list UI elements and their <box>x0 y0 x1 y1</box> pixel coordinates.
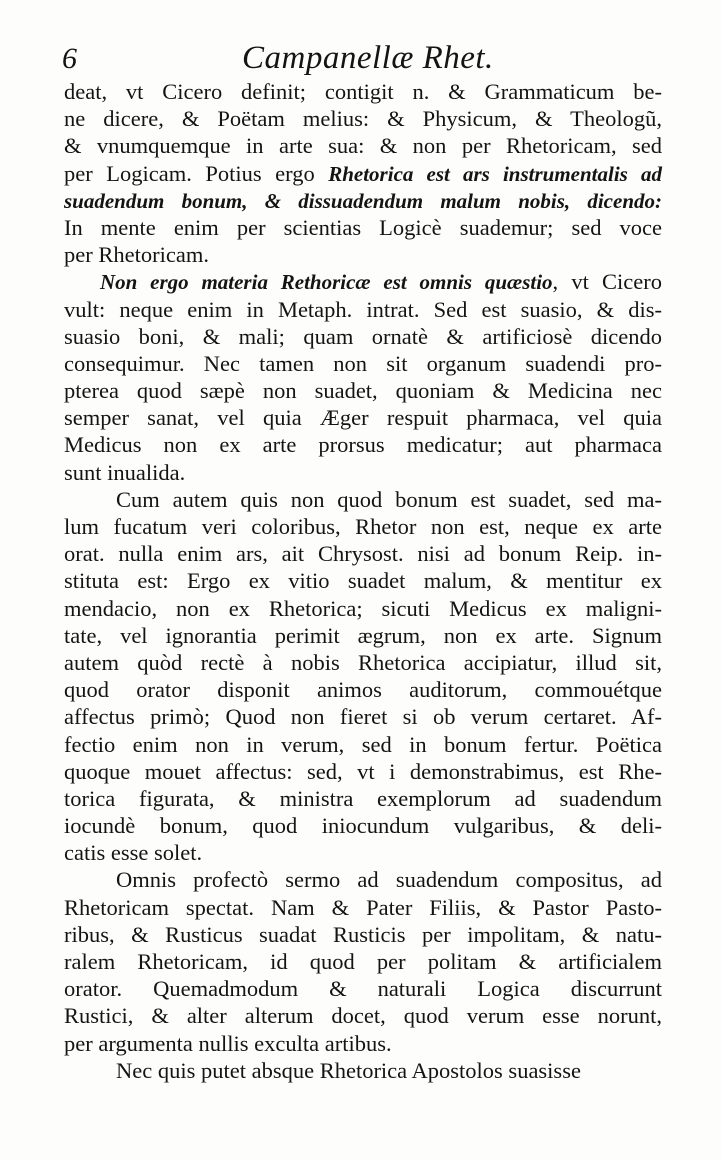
text-run: sunt inualida. <box>64 459 186 485</box>
text-line <box>64 296 662 323</box>
text-line <box>64 894 662 921</box>
text-line <box>64 187 662 214</box>
text-run: fectio enim non in verum, sed in bonum fertur. Poëtica <box>64 731 662 757</box>
text-run: Rhetoricam spectat. Nam & Pater Filiis, & Pastor Pasto- <box>64 894 662 920</box>
text-line <box>64 459 662 486</box>
italic-text: suadendum bonum, & dissuadendum malum nobis, dicendo: <box>64 188 662 213</box>
text-line <box>64 214 662 241</box>
text-line <box>64 921 662 948</box>
text-run: per Rhetoricam. <box>64 242 209 268</box>
italic-text: Rhetorica est ars instrumentalis ad <box>328 161 662 186</box>
text-line <box>64 866 662 893</box>
text-line <box>64 268 662 295</box>
text-run: quoque mouet affectus: sed, vt i demonstrabimus, est Rhe- <box>64 758 662 784</box>
text-line <box>64 404 662 431</box>
text-line <box>64 948 662 975</box>
text-run: stituta est: Ergo ex vitio suadet malum, & mentitur ex <box>64 568 662 594</box>
text-run: Cum autem quis non quod bonum est suadet, sed ma- <box>116 486 662 512</box>
text-line <box>64 350 662 377</box>
text-run: suasio boni, & mali; quam ornatè & artificiosè dicendo <box>64 323 662 349</box>
text-line <box>64 323 662 350</box>
text-run: torica figurata, & ministra exemplorum ad suadendum <box>64 785 662 811</box>
text-run: Rustici, & alter alterum docet, quod verum esse norunt, <box>64 1003 662 1029</box>
text-line <box>64 676 662 703</box>
page-number: 6 <box>62 42 77 75</box>
text-line <box>64 513 662 540</box>
text-run: ralem Rhetoricam, id quod per politam & artificialem <box>64 949 662 974</box>
text-line <box>64 812 662 839</box>
running-title: Campanellæ Rhet. <box>242 40 494 76</box>
text-run: vult: neque enim in Metaph. intrat. Sed est suasio, & dis- <box>64 296 662 322</box>
text-line <box>64 731 662 758</box>
text-run: Omnis profectò sermo ad suadendum compositus, ad <box>116 867 662 893</box>
text-line <box>64 160 662 187</box>
text-line <box>64 567 662 594</box>
text-run: quod orator disponit animos auditorum, commouétque <box>64 677 662 703</box>
text-run: tate, vel ignorantia perimit ægrum, non ex arte. Signum <box>64 622 662 648</box>
text-line <box>64 595 662 622</box>
text-line <box>64 839 662 866</box>
text-run: mendacio, non ex Rhetorica; sicuti Medicus ex maligni- <box>64 595 662 621</box>
text-line <box>64 431 662 458</box>
text-run: deat, vt Cicero definit; contigit n. & Grammaticum be- <box>64 79 662 104</box>
text-line <box>64 540 662 567</box>
italic-text: Non ergo materia Rethoricæ est omnis quæstio <box>100 270 553 295</box>
text-run: ne dicere, & Poëtam melius: & Physicum, & Theologũ, <box>64 106 662 132</box>
text-run: , vt Cicero <box>552 269 662 295</box>
text-run: ribus, & Rusticus suadat Rusticis per impolitam, & natu- <box>64 921 662 947</box>
text-run: consequimur. Nec tamen non sit organum suadendi pro- <box>64 350 662 376</box>
text-line <box>64 132 662 159</box>
text-run: per argumenta nullis exculta artibus. <box>64 1030 392 1056</box>
text-line <box>64 622 662 649</box>
text-run: orat. nulla enim ars, ait Chrysost. nisi ad bonum Reip. in- <box>64 541 662 567</box>
text-run: Nec quis putet absque Rhetorica Apostolos suasisse <box>116 1057 581 1083</box>
text-run: iocundè bonum, quod iniocundum vulgaribus, & deli- <box>64 813 662 839</box>
text-line <box>64 241 662 268</box>
text-run: Medicus non ex arte prorsus medicatur; aut pharmaca <box>64 432 662 458</box>
text-line <box>64 758 662 785</box>
text-run: pterea quod sæpè non suadet, quoniam & Medicina nec <box>64 378 662 404</box>
text-run: semper sanat, vel quia Æger respuit pharmaca, vel quia <box>64 405 662 431</box>
body-text <box>64 78 662 1084</box>
text-run: lum fucatum veri coloribus, Rhetor non est, neque ex arte <box>64 514 662 539</box>
text-line <box>64 785 662 812</box>
text-line <box>64 1057 662 1084</box>
text-run: In mente enim per scientias Logicè suademur; sed voce <box>64 214 662 240</box>
text-line <box>64 1030 662 1057</box>
text-line <box>64 486 662 513</box>
text-line <box>64 975 662 1002</box>
text-run: orator. Quemadmodum & naturali Logica discurrunt <box>64 976 662 1002</box>
text-run: autem quòd rectè à nobis Rhetorica accipiatur, illud sit, <box>64 649 662 675</box>
text-line <box>64 649 662 676</box>
text-run: catis esse solet. <box>64 840 203 866</box>
text-run: & vnumquemque in arte sua: & non per Rhetoricam, sed <box>64 133 662 159</box>
text-line <box>64 105 662 132</box>
text-line <box>64 78 662 105</box>
text-line <box>64 1002 662 1029</box>
text-run: per Logicam. Potius ergo <box>64 160 329 186</box>
text-line <box>64 377 662 404</box>
text-run: affectus primò; Quod non fieret si ob verum certaret. Af- <box>64 704 662 730</box>
text-line <box>64 703 662 730</box>
